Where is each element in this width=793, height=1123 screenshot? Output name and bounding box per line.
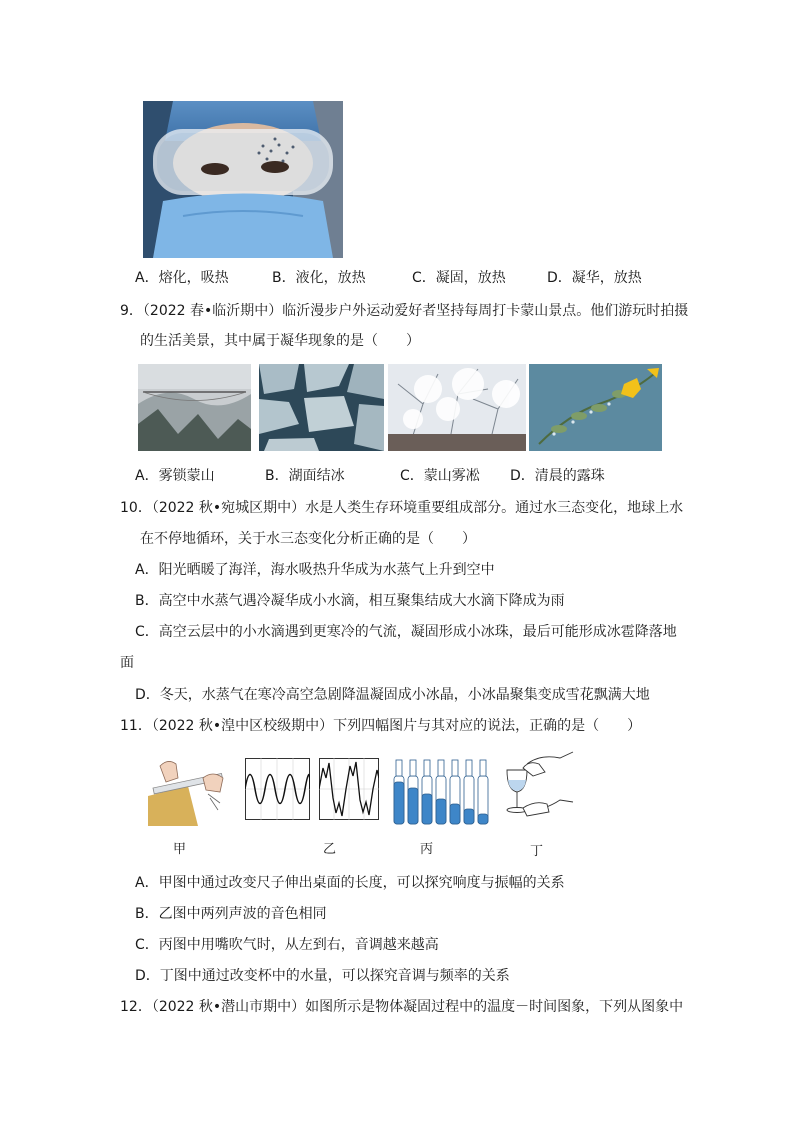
photo-fog-mountain [138, 364, 251, 451]
caption-ding: 丁 [530, 844, 544, 859]
q10-stem-line2: 在不停地循环，关于水三态变化分析正确的是（ ） [140, 531, 476, 547]
q11-option-b: B．乙图中两列声波的音色相同 [135, 906, 327, 922]
q9-stem-line2: 的生活美景，其中属于凝华现象的是（ ） [140, 333, 420, 349]
q10-option-a: A．阳光晒暖了海洋，海水吸热升华成为水蒸气上升到空中 [135, 562, 495, 578]
q10-option-b: B．高空中水蒸气遇冷凝华成小水滴，相互聚集结成大水滴下降成为雨 [135, 593, 565, 609]
q9-option-a: A．雾锁蒙山 [135, 468, 215, 484]
q11-option-d: D．丁图中通过改变杯中的水量，可以探究音调与频率的关系 [135, 968, 510, 984]
q9-option-b: B．湖面结冰 [265, 468, 345, 484]
q11-option-a: A．甲图中通过改变尺子伸出桌面的长度，可以探究响度与振幅的关系 [135, 875, 565, 891]
diagram-waveform-2 [319, 758, 379, 826]
diagram-ruler-on-desk [148, 758, 230, 826]
caption-bing: 丙 [420, 842, 434, 857]
diagram-waveform-1 [245, 758, 310, 826]
diagram-wine-glass [505, 750, 575, 818]
q9-option-c: C．蒙山雾凇 [400, 468, 480, 484]
q8-option-c: C．凝固，放热 [412, 270, 506, 286]
q12-stem: 12．（2022 秋•潜山市期中）如图所示是物体凝固过程中的温度－时间图象，下列从图象中 [120, 999, 684, 1015]
goggles-photo [143, 101, 343, 258]
photo-lake-ice [259, 364, 384, 451]
photo-dew-flower [529, 364, 662, 451]
q10-option-c-line2: 面 [120, 655, 134, 671]
q11-option-c: C．丙图中用嘴吹气时，从左到右，音调越来越高 [135, 937, 439, 953]
q10-stem-line1: 10．（2022 秋•宛城区期中）水是人类生存环境重要组成部分。通过水三态变化，地球上水 [120, 500, 684, 516]
photo-rime-trees [388, 364, 526, 451]
diagram-water-bottles [392, 758, 496, 826]
q11-stem: 11．（2022 秋•湟中区校级期中）下列四幅图片与其对应的说法，正确的是（ ） [120, 718, 642, 734]
q9-stem-line1: 9．（2022 春•临沂期中）临沂漫步户外运动爱好者坚持每周打卡蒙山景点。他们游玩时拍摄 [120, 303, 689, 319]
q9-option-d: D．清晨的露珠 [510, 468, 605, 484]
q8-option-a: A．熔化，吸热 [135, 270, 229, 286]
q10-option-d: D．冬天，水蒸气在寒冷高空急剧降温凝固成小冰晶，小冰晶聚集变成雪花飘满大地 [135, 687, 650, 703]
caption-yi: 乙 [323, 842, 337, 857]
q10-option-c-line1: C．高空云层中的小水滴遇到更寒冷的气流，凝固形成小冰珠，最后可能形成冰雹降落地 [135, 624, 677, 640]
q8-option-d: D．凝华，放热 [547, 270, 642, 286]
caption-jia: 甲 [173, 842, 187, 857]
q8-option-b: B．液化，放热 [272, 270, 366, 286]
